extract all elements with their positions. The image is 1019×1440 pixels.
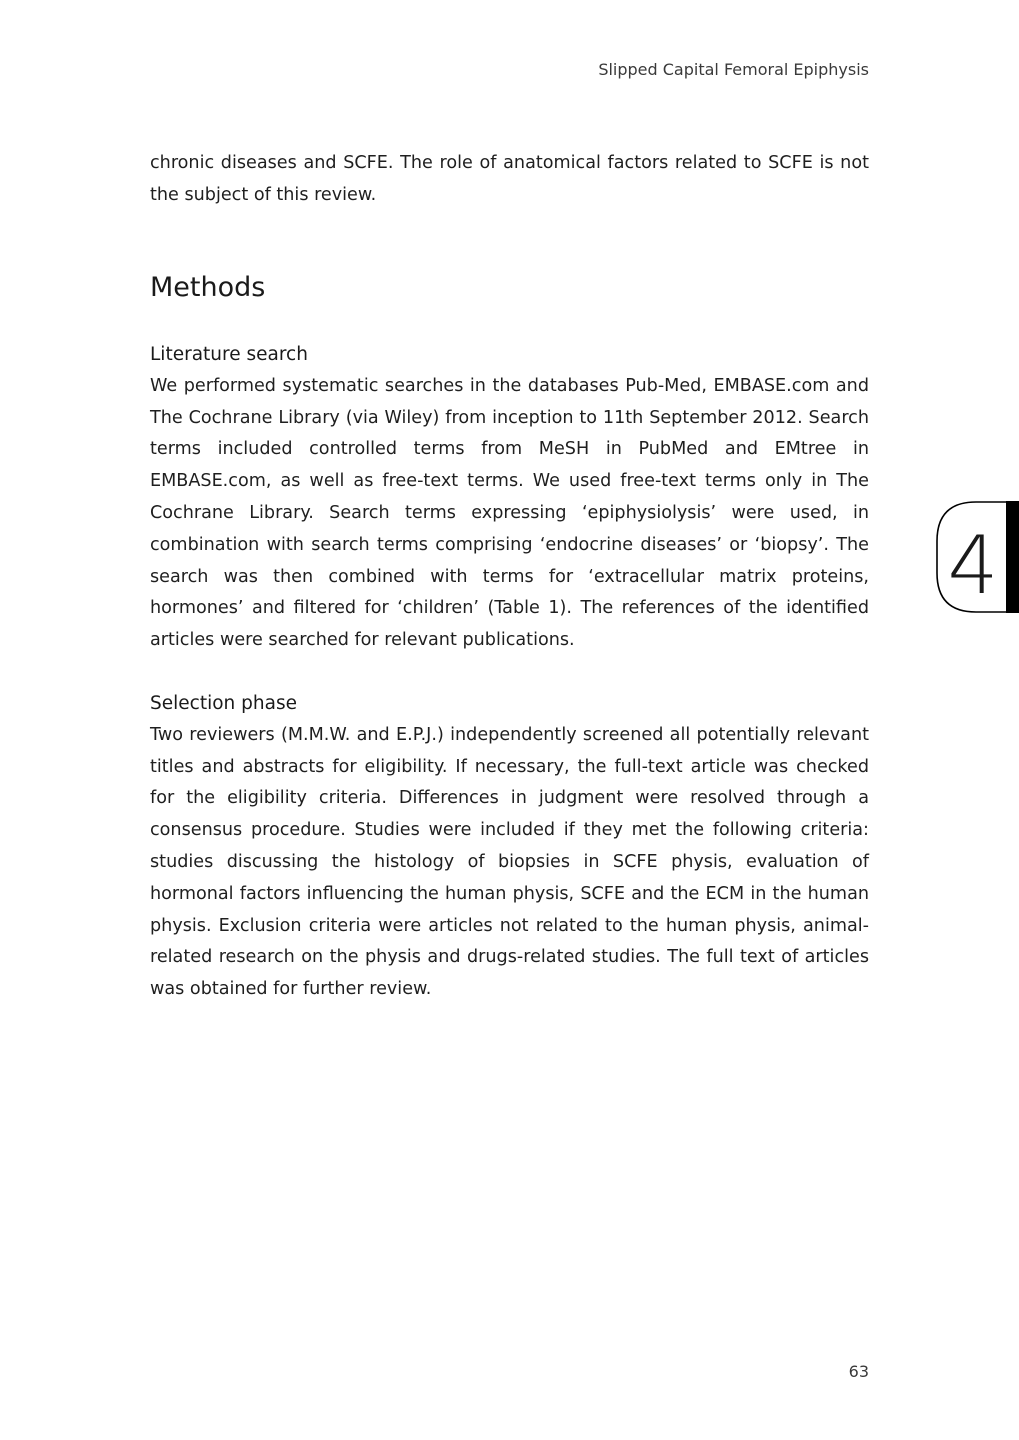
literature-search-heading: Literature search <box>150 344 308 365</box>
selection-phase-section <box>150 688 869 1006</box>
section-title: Methods <box>150 272 266 303</box>
selection-phase-paragraph: Two reviewers (M.M.W. and E.P.J.) independently screened all potentially relevant titles and abstracts for eligibility. If necessary, the full-text article was checked for the eligibility criteria. Differences in judgment were resolved through a consensus procedure. Studies were included if they met the following criteria: studies discussing the histology of biopsies in SCFE physis, evaluation of hormonal factors influencing the human physis, SCFE and the ECM in the human physis. Exclusion criteria were articles not related to the human physis, animal-related research on the physis and drugs-related studies. The full text of articles was obtained for further review. <box>150 724 869 1000</box>
running-header: Slipped Capital Femoral Epiphysis <box>598 60 869 79</box>
chapter-number: 4 <box>947 519 999 612</box>
chapter-tab <box>936 501 1019 613</box>
literature-search-paragraph: We performed systematic searches in the databases Pub-Med, EMBASE.com and The Cochrane Library (via Wiley) from inception to 11th September 2012. Search terms included controlled terms from MeSH in PubMed and EMtree in EMBASE.com, as well as free-text terms. We used free-text terms only in The Cochrane Library. Search terms expressing ‘epiphysiolysis’ were used, in combination with search terms comprising ‘endocrine diseases’ or ‘biopsy’. The search was then combined with terms for ‘extracellular matrix proteins, hormones’ and filtered for ‘children’ (Table 1). The references of the identified articles were searched for relevant publications. <box>150 375 869 651</box>
selection-phase-heading: Selection phase <box>150 693 297 714</box>
intro-paragraph: chronic diseases and SCFE. The role of anatomical factors related to SCFE is not the subject of this review. <box>150 153 869 205</box>
literature-search-section <box>150 339 869 657</box>
page-number: 63 <box>848 1362 869 1381</box>
page-content <box>150 148 869 1000</box>
chapter-tab-bar <box>1006 501 1019 613</box>
